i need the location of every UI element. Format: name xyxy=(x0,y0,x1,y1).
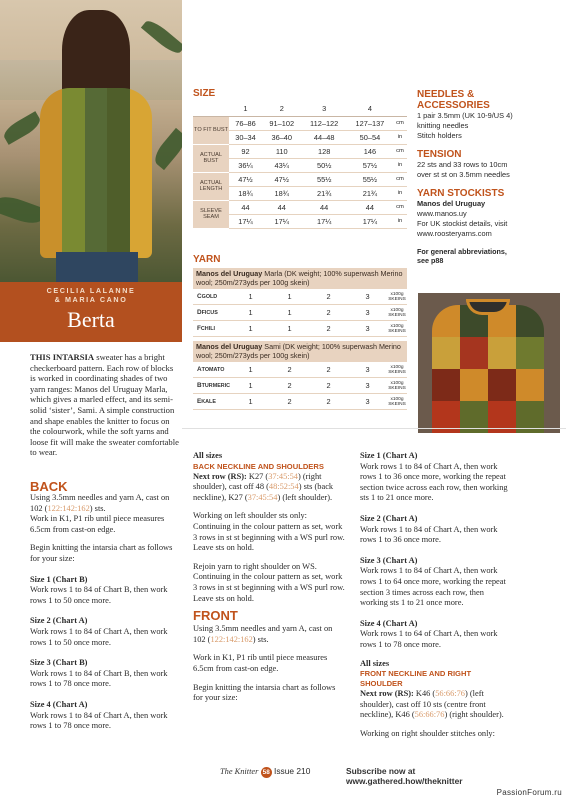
size-table xyxy=(193,102,407,229)
size-header-row xyxy=(193,102,407,116)
back-instructions: Using 3.5mm needles and yarn A, cast on 102 (122:142:162) sts. Work in K1, P1 rib until piece measures 6.5cm from cast-on edge. Begin knitting the intarsia chart as follows for your size: Size 1 (Chart B) Work rows 1 to 84 of Chart B, then work rows 1 to 50 once more. Size 2 (Chart A) Work rows 1 to 84 of Chart A, then work rows 1 to 50 once more. Size 3 (Chart B) Work rows 1 to 84 of Chart B, then work rows 1 to 78 once more. Size 4 (Chart A) Work rows 1 to 84 of Chart A, then work rows 1 to 78 once more. xyxy=(30,493,180,732)
yarn-colour-row: DFICUS 1 1 2 3 x100g SKEINS xyxy=(193,305,407,321)
intro-paragraph: THIS INTARSIA sweater has a bright checkerboard pattern. Each row of blocks is worked in coordinating shades of two yarn ranges: Manos del Uruguay Marla, which gives a marled effect, and its semi-solid ‘sister’, Sami. A simple construction and shape enables the knitter to focus on the colourwork, while the soft yarns and loose fit will make the sweater comfortable to wear. xyxy=(30,352,179,458)
size-subheading: Size 2 (Chart A) xyxy=(30,616,88,626)
hero-photo xyxy=(0,0,182,282)
yarn-group: Manos del Uruguay Marla (DK weight; 100% superwash Merino wool; 250m/273yds per 100g skein) CGOLD 1 1 2 3 x100g SKEINS DFICUS 1 1 2 3 x100g SKEINS FCHILI 1 1 2 3 x100g SKEINS xyxy=(193,268,407,337)
pattern-title: Berta xyxy=(67,307,115,332)
stockist-link-manos[interactable]: www.manos.uy xyxy=(417,209,467,218)
stockist-link-rooster[interactable]: www.roosteryarns.com xyxy=(417,229,492,238)
size-row: SLEEVE SEAM 44 44 44 44 cm xyxy=(193,200,407,214)
subscribe-link[interactable]: Subscribe now at www.gathered.how/theknitter xyxy=(346,766,463,786)
stockists-heading: YARN STOCKISTS xyxy=(417,188,505,199)
front-heading: FRONT xyxy=(193,608,238,624)
yarn-colour-row: FCHILI 1 1 2 3 x100g SKEINS xyxy=(193,321,407,337)
yarn-group: Manos del Uruguay Sami (DK weight; 100% superwash Merino wool; 250m/273yds per 100g skein) ATOMATO 1 2 2 3 x100g SKEINS BTURMERIC 1 2 2 3 x100g SKEINS EKALE 1 2 2 3 x100g SKEINS xyxy=(193,341,407,410)
yarn-colour-row: BTURMERIC 1 2 2 3 x100g SKEINS xyxy=(193,378,407,394)
watermark: PassionForum.ru xyxy=(496,788,562,797)
size-subheading: Size 3 (Chart B) xyxy=(30,658,88,668)
size-subheading: Size 4 (Chart A) xyxy=(360,618,418,628)
size-subheading: Size 3 (Chart A) xyxy=(360,555,418,565)
yarn-colour-row: ATOMATO 1 2 2 3 x100g SKEINS xyxy=(193,362,407,378)
yarn-colour-row: CGOLD 1 1 2 3 x100g SKEINS xyxy=(193,289,407,305)
size-subheading: Size 2 (Chart A) xyxy=(360,513,418,523)
size-row: ACTUAL LENGTH 47½ 47½ 55½ 55½ cm xyxy=(193,172,407,186)
front-sizes-column: Size 1 (Chart A) Work rows 1 to 84 of Chart A, then work rows 1 to 36 once more, working the repeat section twice across each row, then working sts 1 to 21 once more. Size 2 (Chart A) Work rows 1 to 84 of Chart A, then work rows 1 to 36 once more. Size 3 (Chart A) Work rows 1 to 84 of Chart A, then work rows 1 to 64 once more, working the repeat section 3 times across each row, then working sts 1 to 21 once more. Size 4 (Chart A) Work rows 1 to 64 of Chart A, then work rows 1 to 78 once more. All sizes FRONT NECKLINE AND RIGHT SHOULDER Next row (RS): K46 (56:66:76) (left shoulder), cast off 10 sts (centre front neckline), K46 (56:66:76) (right shoulder). Working on right shoulder stitches only: xyxy=(360,451,512,739)
size-heading: SIZE xyxy=(193,88,216,99)
size-subheading: Size 1 (Chart A) xyxy=(360,451,418,460)
materials-column: NEEDLES & ACCESSORIES 1 pair 3.5mm (UK 10-9/US 4) knitting needles Stitch holders TENSION 22 sts and 33 rows to 10cm over st st on 3.5mm needles YARN STOCKISTS Manos del Uruguay www.manos.uy For UK stockist details, visit www.roosteryarns.com For general abbreviations, see p88 xyxy=(417,89,559,266)
page-number: 58 xyxy=(262,769,270,776)
abbreviations-note: For general abbreviations, see p88 xyxy=(417,247,507,266)
sweater-photo xyxy=(418,293,560,433)
size-row-label: ACTUAL LENGTH xyxy=(193,172,229,200)
size-row-label: TO FIT BUST xyxy=(193,116,229,144)
yarn-heading: YARN xyxy=(193,254,221,265)
size-row-label: ACTUAL BUST xyxy=(193,144,229,172)
tension-heading: TENSION xyxy=(417,149,462,160)
size-number: 3 xyxy=(302,102,347,116)
size-row: 30–34 36–40 44–48 50–54 in xyxy=(193,130,407,144)
designer-names: CECILIA LALANNE & MARIA CANO xyxy=(46,286,136,304)
size-row-label: SLEEVE SEAM xyxy=(193,200,229,228)
size-number: 4 xyxy=(347,102,393,116)
size-row: 36¼ 43¼ 50½ 57½ in xyxy=(193,158,407,172)
size-row: ACTUAL BUST 92 110 128 146 cm xyxy=(193,144,407,158)
size-number: 1 xyxy=(229,102,262,116)
needles-heading: NEEDLES & ACCESSORIES xyxy=(417,89,490,111)
size-subheading: Size 4 (Chart A) xyxy=(30,699,88,709)
size-row: TO FIT BUST 76–86 91–102 112–122 127–137 cm xyxy=(193,116,407,130)
size-subheading: Size 1 (Chart B) xyxy=(30,574,88,584)
yarn-colour-row: EKALE 1 2 2 3 x100g SKEINS xyxy=(193,394,407,410)
title-band xyxy=(0,282,182,342)
size-row: 17¼ 17¼ 17¼ 17¼ in xyxy=(193,214,407,228)
page-footer: The Knitter 58 Issue 210 Subscribe now at www.gathered.how/theknitter xyxy=(220,766,520,778)
back-heading: BACK xyxy=(30,479,68,494)
section-divider xyxy=(182,428,566,429)
size-row: 18¾ 18¾ 21¾ 21¾ in xyxy=(193,186,407,200)
back-neckline-column: All sizes BACK NECKLINE AND SHOULDERS Next row (RS): K27 (37:45:54) (right shoulder), cast off 48 (48:52:54) sts (back neckline), K27 (37:45:54) (left shoulder). Working on left shoulder sts only: Continuing in the colour pattern as set, work 3 rows in st st beginning with a WS purl row. Leave sts on hold. Rejoin yarn to right shoulder on WS. Continuing in the colour pattern as set, work 3 rows in st st beginning with a WS purl row. Leave sts on hold. FRONT Using 3.5mm needles and yarn A, cast on 102 (122:142:162) sts. Work in K1, P1 rib until piece measures 6.5cm from cast-on edge. Begin knitting the intarsia chart as follows for your size: xyxy=(193,451,345,703)
size-number: 2 xyxy=(262,102,302,116)
